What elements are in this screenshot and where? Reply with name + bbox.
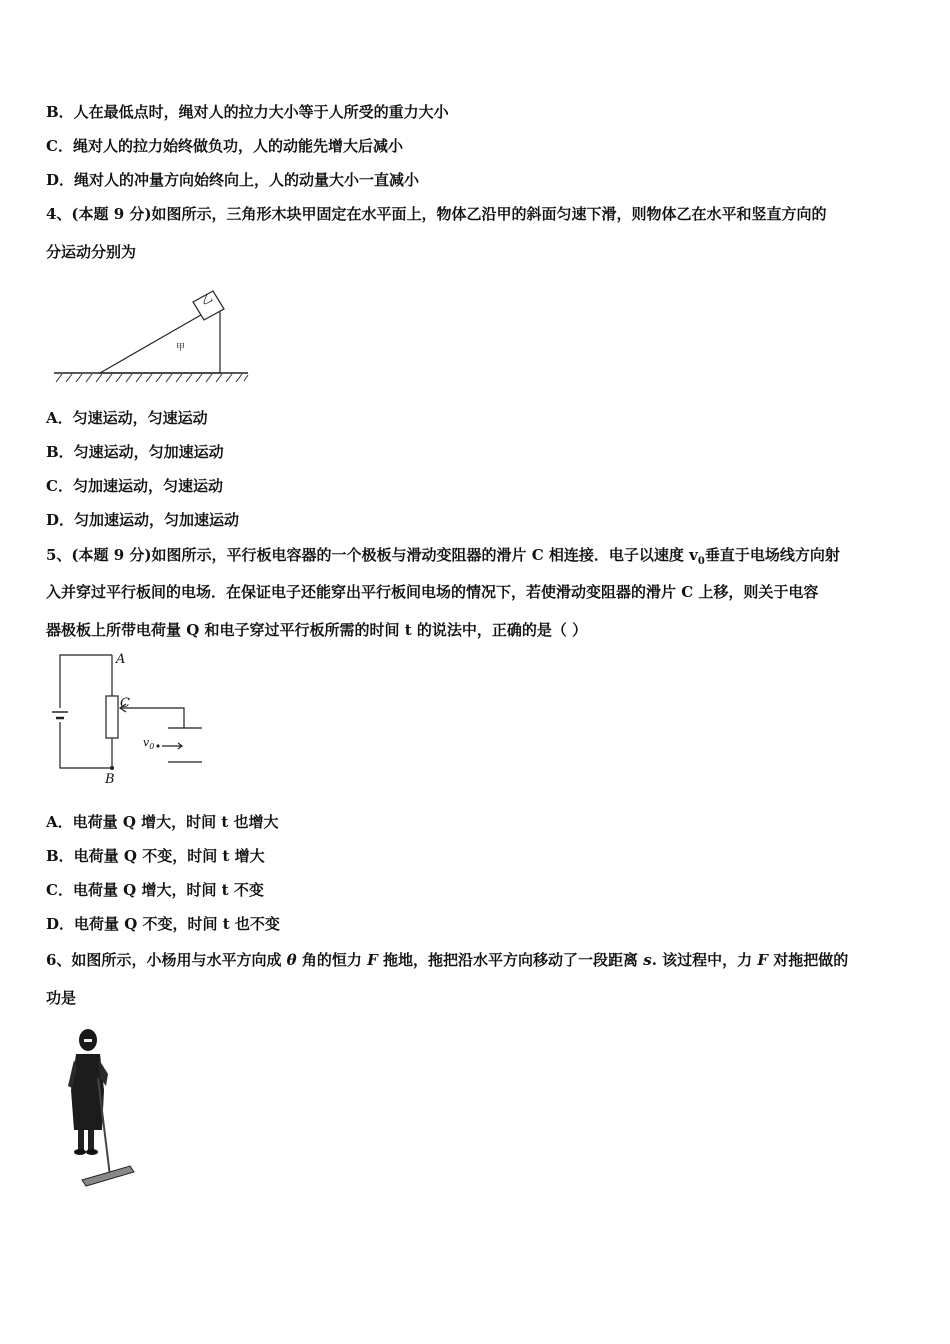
q5-label-v0: $v_0$ <box>143 736 155 752</box>
q3-option-b: B．人在最低点时，绳对人的拉力大小等于人所受的重力大小 <box>46 103 449 121</box>
q5-stem-line3: 器极板上所带电荷量 Q 和电子穿过平行板所需的时间 t 的说法中，正确的是（ ） <box>46 621 588 639</box>
q3-option-d: D．绳对人的冲量方向始终向上，人的动量大小一直减小 <box>46 171 420 189</box>
q6-stem-line2: 功是 <box>46 989 77 1007</box>
q5-label-a: A <box>116 652 126 667</box>
q4-wedge-label: 甲 <box>176 343 186 353</box>
q5-label-b: B <box>105 772 115 787</box>
q6-mopping-figure <box>62 1026 142 1188</box>
q5-option-d: D．电荷量 Q 不变，时间 t 也不变 <box>46 915 280 933</box>
q5-stem-line2: 入并穿过平行板间的电场．在保证电子还能穿出平行板间电场的情况下，若使滑动变阻器的滑片 C 上移，则关于电容 <box>46 583 819 601</box>
q4-incline-figure <box>48 282 258 386</box>
q4-block-label: 乙 <box>198 291 215 308</box>
q4-option-a: A．匀速运动，匀速运动 <box>46 409 208 427</box>
q4-option-c: C．匀加速运动，匀速运动 <box>46 477 223 495</box>
q5-option-a: A．电荷量 Q 增大，时间 t 也增大 <box>46 813 279 831</box>
q4-option-d: D．匀加速运动，匀加速运动 <box>46 511 240 529</box>
q4-stem-line1: 4、(本题 9 分)如图所示，三角形木块甲固定在水平面上，物体乙沿甲的斜面匀速下滑，则物体乙在水平和竖直方向的 <box>46 205 827 223</box>
q5-label-c: C <box>120 696 130 711</box>
q5-option-b: B．电荷量 Q 不变，时间 t 增大 <box>46 847 265 865</box>
q3-option-c: C．绳对人的拉力始终做负功，人的动能先增大后减小 <box>46 137 403 155</box>
q4-stem-line2: 分运动分别为 <box>46 243 137 261</box>
q5-stem-line1: 5、(本题 9 分)如图所示，平行板电容器的一个极板与滑动变阻器的滑片 C 相连接．电子以速度 $v_0$垂直于电场线方向射 <box>46 546 840 567</box>
q5-circuit-figure <box>44 650 214 790</box>
q5-option-c: C．电荷量 Q 增大，时间 t 不变 <box>46 881 264 899</box>
q4-option-b: B．匀速运动，匀加速运动 <box>46 443 224 461</box>
q6-stem-line1: 6、如图所示，小杨用与水平方向成 θ 角的恒力 F 拖地，拖把沿水平方向移动了一段距离 s. 该过程中，力 F 对拖把做的 <box>46 951 849 969</box>
